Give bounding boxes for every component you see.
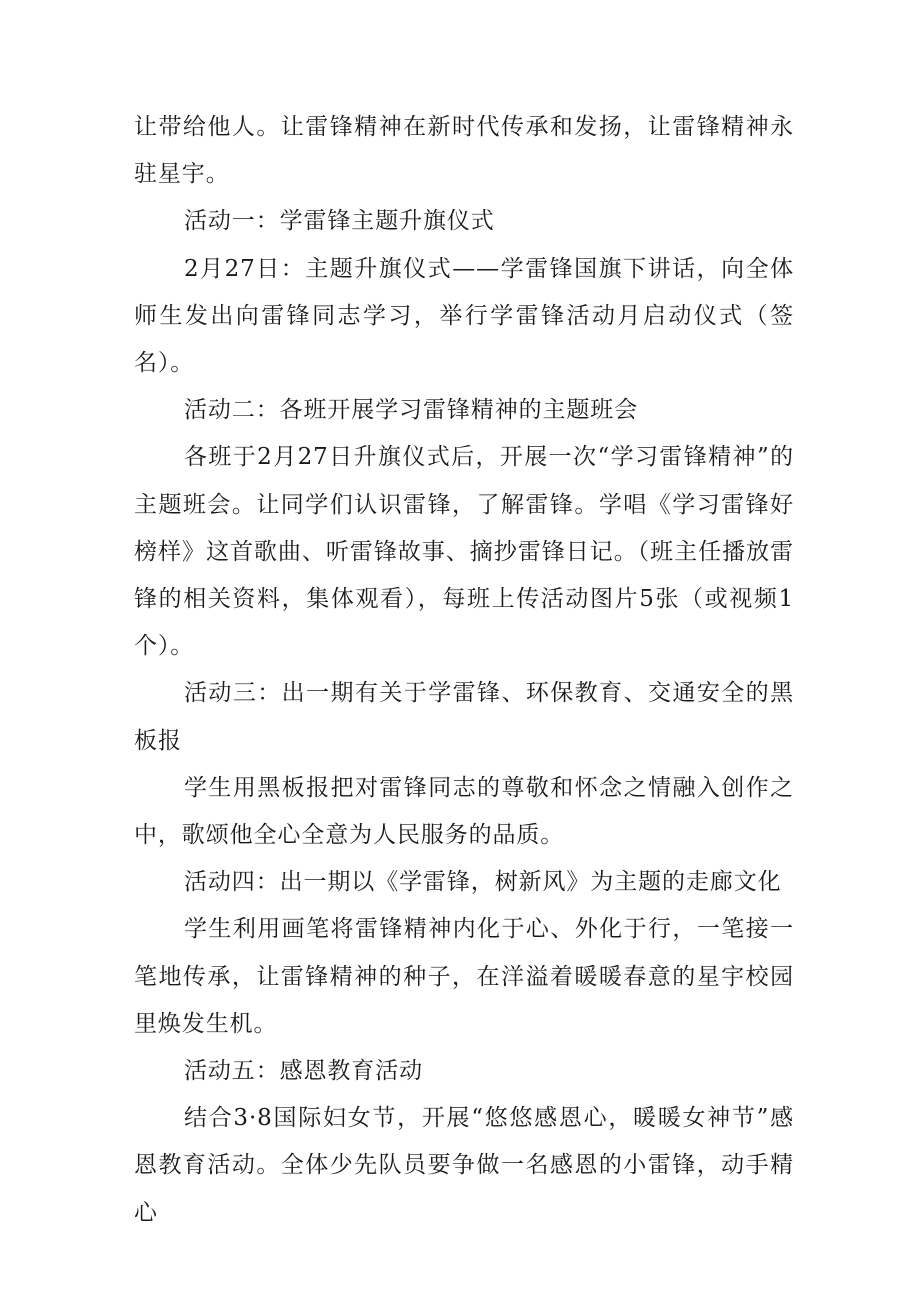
activity-2-text: 各班于2月27日升旗仪式后，开展一次“学习雷锋精神”的主题班会。让同学们认识雷锋，了解雷锋。学唱《学习雷锋好榜样》这首歌曲、听雷锋故事、摘抄雷锋日记。（班主任播放雷锋的相关资料，集体观看），每班上传活动图片5张（或视频1个）。 (134, 444, 794, 660)
activity-5-text: 结合3·8国际妇女节，开展“悠悠感恩心，暖暖女神节”感恩教育活动。全体少先队员要争做一名感恩的小雷锋，动手精心 (134, 1105, 794, 1226)
activity-3-text: 学生用黑板报把对雷锋同志的尊敬和怀念之情融入创作之中，歌颂他全心全意为人民服务的品质。 (134, 774, 794, 849)
activity-5-heading: 活动五：感恩教育活动 (184, 1058, 423, 1085)
document-body (134, 104, 794, 1237)
activity-2-heading: 活动二：各班开展学习雷锋精神的主题班会 (184, 397, 639, 424)
paragraph-continuation: 让带给他人。让雷锋精神在新时代传承和发扬，让雷锋精神永驻星宇。 (134, 114, 794, 188)
activity-1-text: 2月27日：主题升旗仪式——学雷锋国旗下讲话，向全体师生发出向雷锋同志学习，举行学雷锋活动月启动仪式（签名）。 (134, 255, 794, 377)
activity-4-heading: 活动四：出一期以《学雷锋，树新风》为主题的走廊文化 (184, 869, 782, 896)
activity-3-heading: 活动三：出一期有关于学雷锋、环保教育、交通安全的黑板报 (134, 680, 794, 754)
activity-1-heading: 活动一：学雷锋主题升旗仪式 (184, 208, 495, 235)
activity-4-text: 学生利用画笔将雷锋精神内化于心、外化于行，一笔接一笔地传承，让雷锋精神的种子，在洋溢着暖暖春意的星宇校园里焕发生机。 (134, 916, 794, 1037)
